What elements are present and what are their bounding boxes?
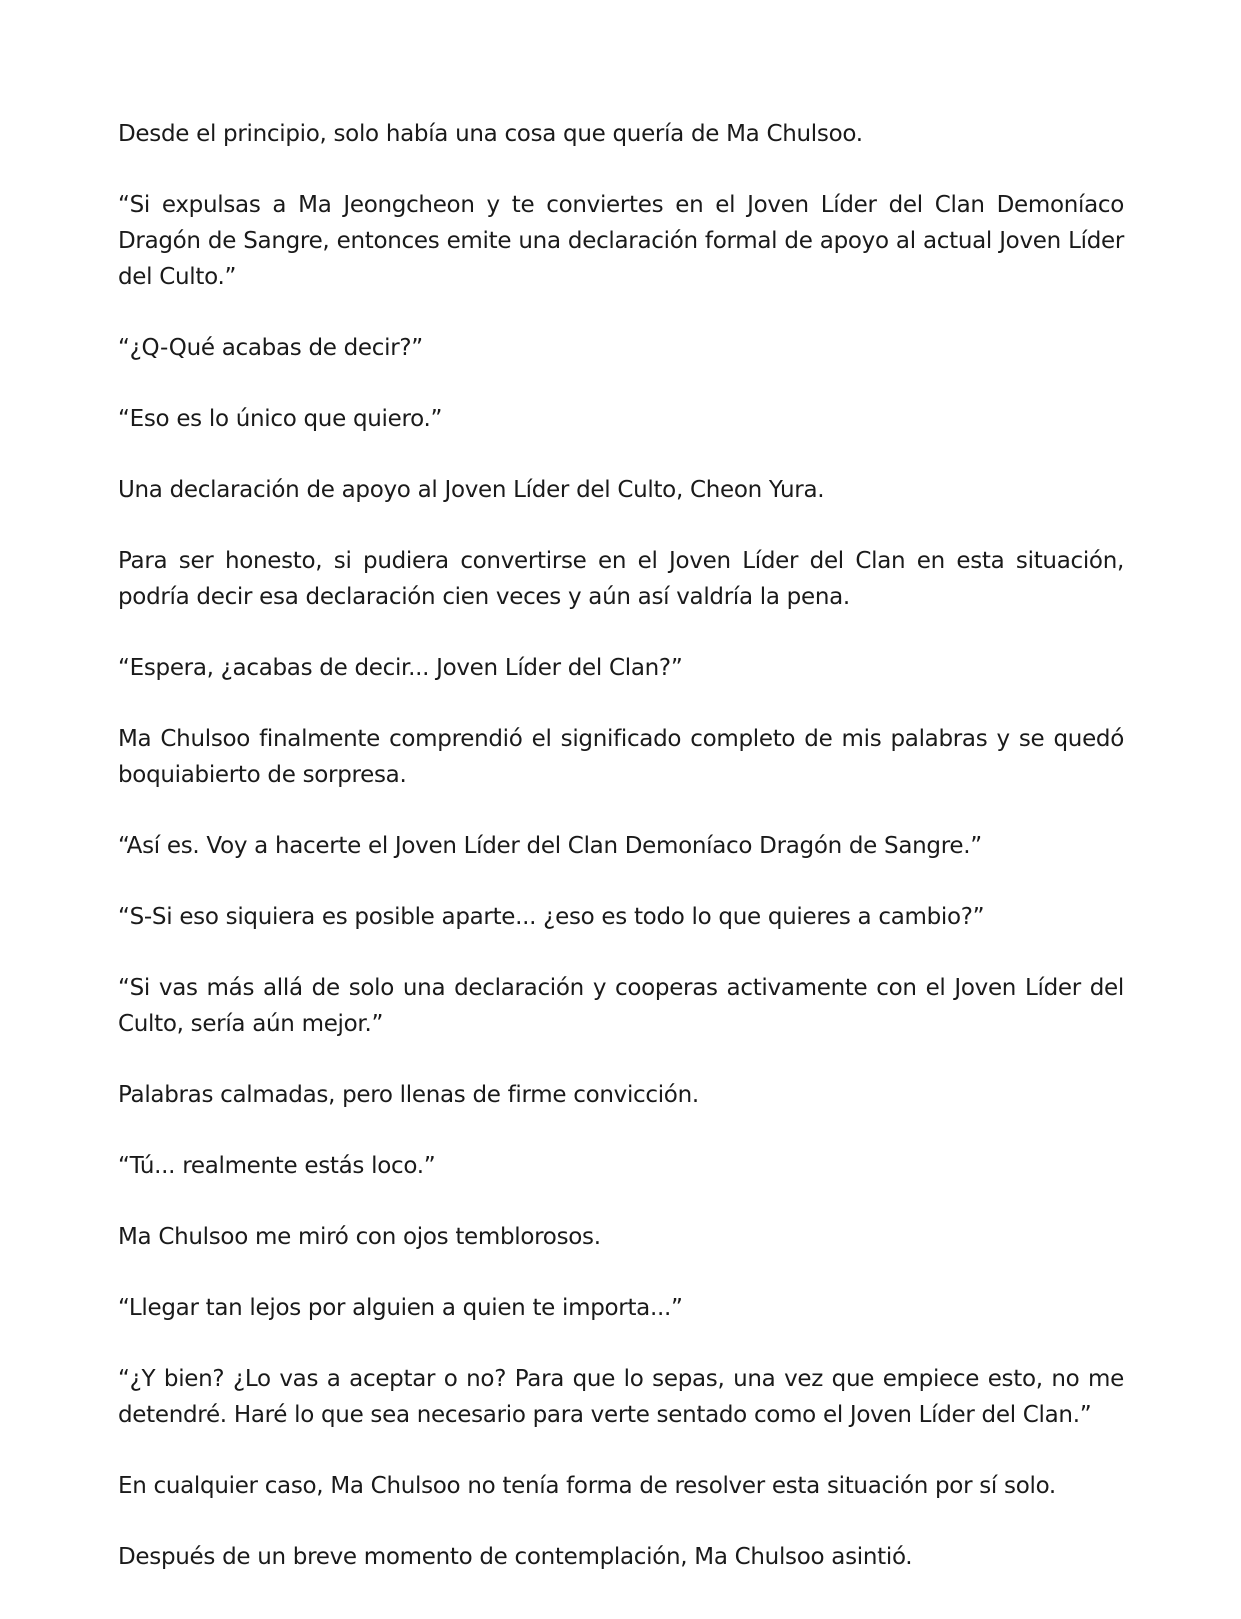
paragraph: Palabras calmadas, pero llenas de firme convicción. xyxy=(118,1082,699,1108)
paragraph: Desde el principio, solo había una cosa que quería de Ma Chulsoo. xyxy=(118,121,863,147)
paragraph: “Tú... realmente estás loco.” xyxy=(118,1153,436,1179)
paragraph: Después de un breve momento de contemplación, Ma Chulsoo asintió. xyxy=(118,1544,913,1570)
paragraph: “S-Si eso siquiera es posible aparte... ¿eso es todo lo que quieres a cambio?” xyxy=(118,904,985,930)
paragraph: “Espera, ¿acabas de decir... Joven Líder del Clan?” xyxy=(118,655,683,681)
paragraph: Para ser honesto, si pudiera convertirse en el Joven Líder del Clan en esta situación, podría decir esa declaración cien veces y aún así valdría la pena. xyxy=(118,548,1124,610)
document-body xyxy=(118,116,1124,1610)
paragraph: “Llegar tan lejos por alguien a quien te importa...” xyxy=(118,1295,683,1321)
paragraph: “Si expulsas a Ma Jeongcheon y te conviertes en el Joven Líder del Clan Demoníaco Dragón de Sangre, entonces emite una declaración formal de apoyo al actual Joven Líder del Culto.” xyxy=(118,192,1124,290)
paragraph: “Eso es lo único que quiero.” xyxy=(118,406,443,432)
paragraph: “Si vas más allá de solo una declaración y cooperas activamente con el Joven Líder del Culto, sería aún mejor.” xyxy=(118,975,1124,1037)
paragraph: “¿Y bien? ¿Lo vas a aceptar o no? Para que lo sepas, una vez que empiece esto, no me detendré. Haré lo que sea necesario para verte sentado como el Joven Líder del Clan.” xyxy=(118,1366,1124,1428)
paragraph: Ma Chulsoo finalmente comprendió el significado completo de mis palabras y se quedó boquiabierto de sorpresa. xyxy=(118,726,1124,788)
paragraph: Una declaración de apoyo al Joven Líder del Culto, Cheon Yura. xyxy=(118,477,825,503)
paragraph: “Así es. Voy a hacerte el Joven Líder del Clan Demoníaco Dragón de Sangre.” xyxy=(118,833,982,859)
paragraph: Ma Chulsoo me miró con ojos temblorosos. xyxy=(118,1224,601,1250)
paragraph: En cualquier caso, Ma Chulsoo no tenía forma de resolver esta situación por sí solo. xyxy=(118,1473,1056,1499)
paragraph: “¿Q-Qué acabas de decir?” xyxy=(118,335,423,361)
